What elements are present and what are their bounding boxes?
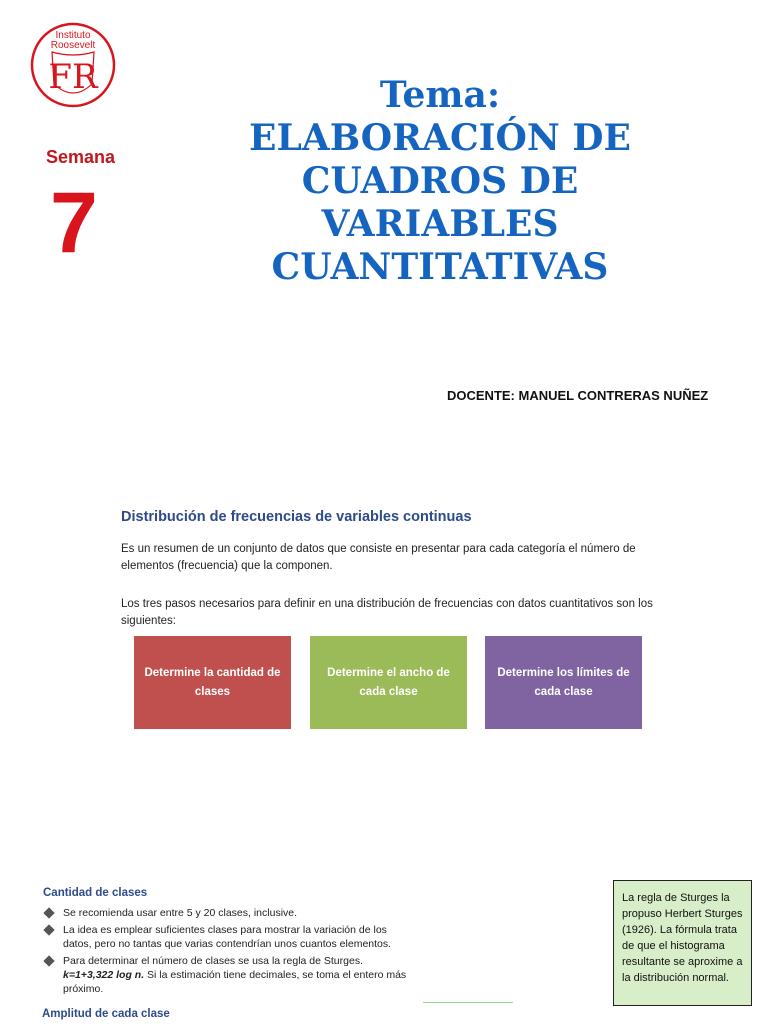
title-line: CUADROS DE [301, 160, 579, 202]
logo-monogram: FR [48, 57, 98, 97]
sturges-note-text: La regla de Sturges la propuso Herbert Sturges (1926). La fórmula trata de que el histograma resultante se aproxime a la distribución normal. [622, 892, 743, 984]
distribution-heading: Distribución de frecuencias de variables continuas [121, 509, 472, 525]
step-class-count [134, 636, 291, 729]
title-line: ELABORACIÓN DE [249, 117, 631, 159]
title-line: CUANTITATIVAS [271, 246, 609, 288]
step-label: Determine la cantidad de clases [144, 666, 281, 698]
list-item [44, 923, 410, 951]
teacher-name: DOCENTE: MANUEL CONTRERAS NUÑEZ [447, 388, 709, 403]
sturges-intro: Para determinar el número de clases se usa la regla de Sturges. [63, 955, 363, 967]
page-title [200, 74, 680, 289]
distribution-steps-intro: Los tres pasos necesarios para definir en una distribución de frecuencias con datos cuantitativos son los siguientes: [121, 598, 653, 627]
class-count-list [44, 906, 410, 999]
class-count-heading: Cantidad de clases [43, 887, 148, 899]
diamond-bullet-icon [43, 924, 54, 935]
step-label: Determine los límites de cada clase [497, 666, 630, 698]
week-label: Semana [46, 147, 116, 167]
diamond-bullet-icon [43, 955, 54, 966]
week-number: 7 [50, 175, 98, 271]
diamond-bullet-icon [43, 907, 54, 918]
title-line: Tema: [379, 74, 501, 116]
title-line: VARIABLES [321, 203, 559, 245]
divider [423, 1002, 513, 1003]
step-class-limits [485, 636, 642, 729]
step-class-width [310, 636, 467, 729]
sturges-formula: k=1+3,322 log n. [63, 969, 145, 981]
list-item-text [63, 955, 406, 995]
class-width-heading: Amplitud de cada clase [42, 1008, 170, 1020]
list-item-text: Se recomienda usar entre 5 y 20 clases, inclusive. [63, 907, 298, 919]
list-item [44, 954, 410, 996]
institute-logo [30, 22, 116, 108]
logo-text-line1: Instituto [55, 30, 91, 41]
list-item-text: La idea es emplear suficientes clases para mostrar la variación de los datos, pero no tantas que varias contendrían unos cuantos elementos. [63, 924, 392, 950]
logo-text-line2: Roosevelt [50, 40, 96, 51]
sturges-rounding: Si la estimación tiene decimales, se toma el entero más próximo. [63, 969, 407, 995]
distribution-definition: Es un resumen de un conjunto de datos que consiste en presentar para cada categoría el número de elementos (frecuencia) que la componen. [121, 543, 636, 572]
step-label: Determine el ancho de cada clase [327, 666, 450, 698]
sturges-note-box [613, 880, 752, 1006]
list-item [44, 906, 410, 920]
